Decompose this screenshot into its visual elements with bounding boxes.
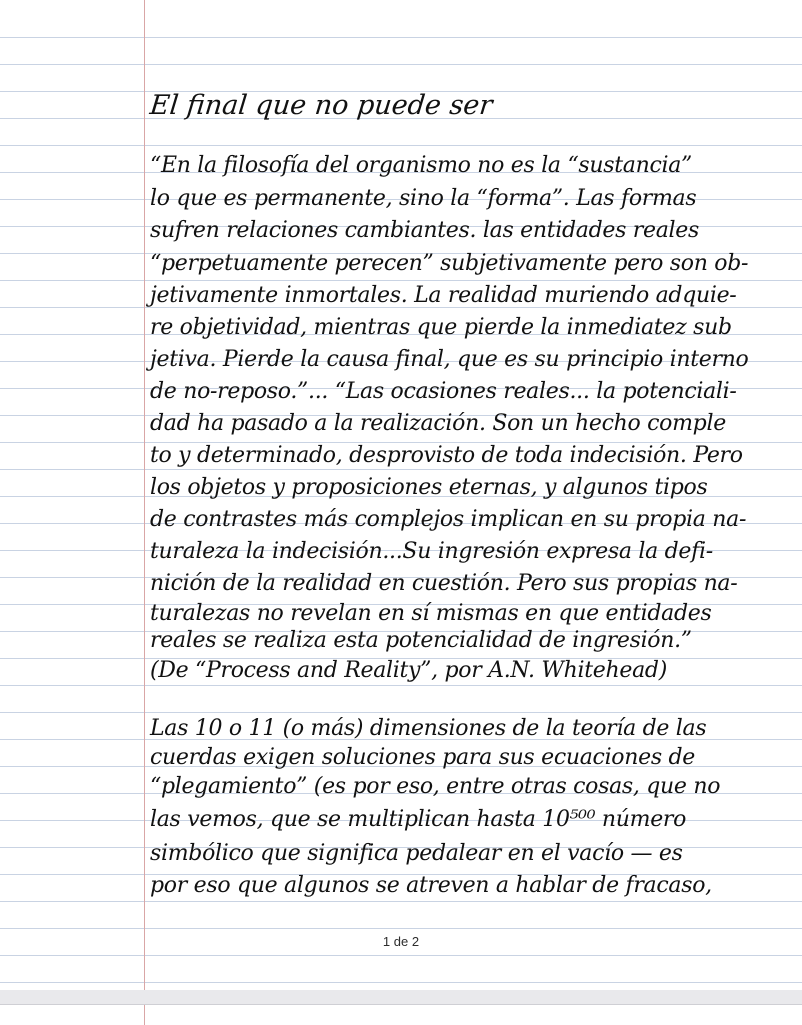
- text-line: nición de la realidad en cuestión. Pero sus propias na-: [150, 571, 738, 596]
- text-line: reales se realiza esta potencialidad de ingresión.”: [150, 628, 692, 653]
- text-line: jetiva. Pierde la causa final, que es su principio interno: [150, 347, 749, 372]
- document-title: El final que no puede ser: [148, 90, 494, 121]
- text-line: “En la filosofía del organismo no es la “sustancia”: [150, 153, 692, 178]
- text-line: dad ha pasado a la realización. Son un hecho comple: [150, 411, 726, 436]
- text-line: [150, 684, 770, 716]
- text-line: jetivamente inmortales. La realidad muriendo adquie-: [150, 283, 737, 308]
- page-margin-line: [144, 1005, 145, 1025]
- text-line: to y determinado, desprovisto de toda indecisión. Pero: [150, 443, 743, 468]
- page-number: 1 de 2: [382, 934, 420, 949]
- text-line: “perpetuamente perecen” subjetivamente pero son ob-: [150, 251, 749, 276]
- text-line: por eso que algunos se atreven a hablar de fracaso,: [150, 873, 712, 898]
- text-line: turalezas no revelan en sí mismas en que entidades: [150, 601, 712, 626]
- text-line: las vemos, que se multiplican hasta 10⁵⁰⁰ número: [150, 807, 687, 832]
- text-line: “plegamiento” (es por eso, entre otras cosas, que no: [150, 774, 721, 799]
- text-line: los objetos y proposiciones eternas, y algunos tipos: [150, 475, 708, 500]
- page-margin-line: [144, 0, 145, 990]
- text-line: cuerdas exigen soluciones para sus ecuaciones de: [150, 745, 696, 770]
- text-line: Las 10 o 11 (o más) dimensiones de la teoría de las: [150, 716, 707, 741]
- text-line: simbólico que significa pedalear en el vacío — es: [150, 841, 683, 866]
- text-line: de no-reposo.”... “Las ocasiones reales... la potenciali-: [150, 379, 737, 404]
- text-line: re objetividad, mientras que pierde la inmediatez sub: [150, 315, 732, 340]
- text-line: de contrastes más complejos implican en su propia na-: [150, 507, 747, 532]
- text-line: lo que es permanente, sino la “forma”. Las formas: [150, 186, 697, 211]
- citation-line: (De “Process and Reality”, por A.N. Whitehead): [150, 658, 667, 683]
- text-line: turaleza la indecisión...Su ingresión expresa la defi-: [150, 539, 713, 564]
- text-line: sufren relaciones cambiantes. las entidades reales: [150, 218, 699, 243]
- next-page-preview: [0, 1004, 802, 1025]
